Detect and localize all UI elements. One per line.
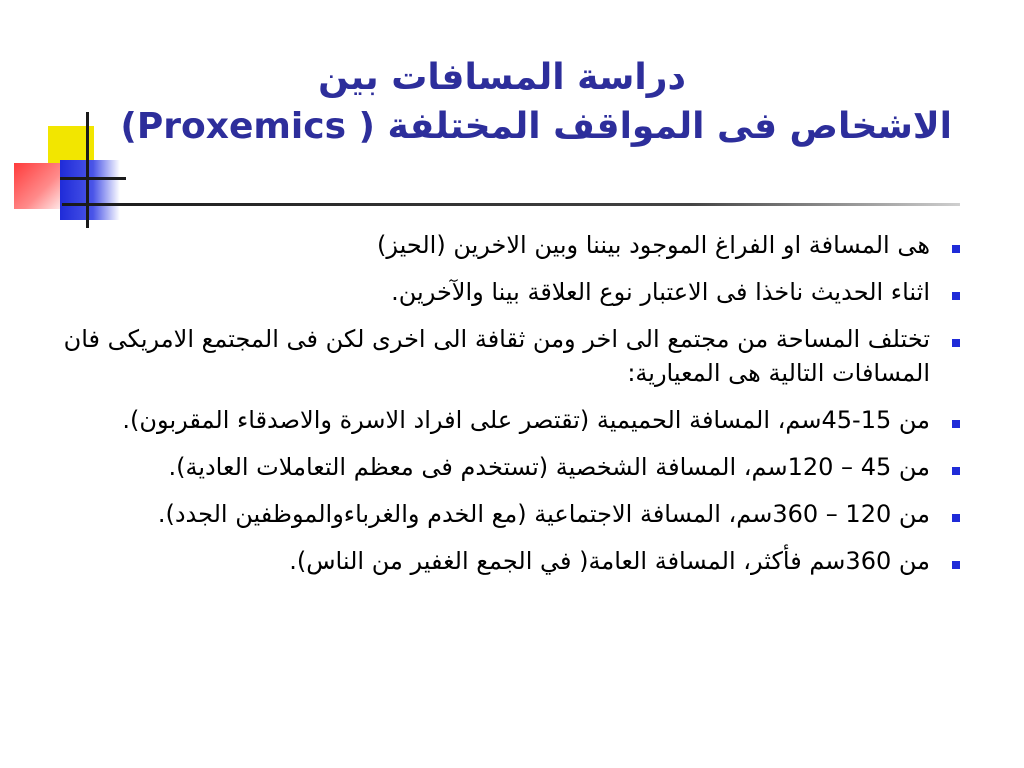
bullet-text: تختلف المساحة من مجتمع الى اخر ومن ثقافة الى اخرى لكن فى المجتمع الامريكى فان المسافات التالية هى المعيارية: bbox=[63, 324, 930, 388]
bullet-item bbox=[45, 497, 960, 532]
bullet-item bbox=[45, 544, 960, 579]
title-line-2: الاشخاص فى المواقف المختلفة ( Proxemics) bbox=[120, 105, 952, 147]
bullet-text: اثناء الحديث ناخذا فى الاعتبار نوع العلاقة بينا والآخرين. bbox=[391, 277, 930, 306]
bullet-item bbox=[45, 403, 960, 438]
bullet-square-icon bbox=[952, 420, 960, 428]
logo-horizontal-line bbox=[60, 177, 126, 180]
bullet-text: من 15-45سم، المسافة الحميمية (تقتصر على افراد الاسرة والاصدقاء المقربون). bbox=[122, 406, 930, 435]
title-line-1: دراسة المسافات بين bbox=[318, 57, 686, 98]
bullet-list bbox=[45, 228, 960, 590]
bullet-item bbox=[45, 275, 960, 310]
bullet-text: من 120 – 360سم، المسافة الاجتماعية (مع الخدم والغرباءوالموظفين الجدد). bbox=[157, 499, 930, 528]
logo-blue-square bbox=[60, 160, 120, 220]
bullet-text: هى المسافة او الفراغ الموجود بيننا وبين الاخرين (الحيز) bbox=[377, 231, 930, 259]
title-divider bbox=[62, 203, 960, 206]
bullet-square-icon bbox=[952, 561, 960, 569]
slide-title bbox=[52, 54, 952, 151]
bullet-item bbox=[45, 322, 960, 392]
bullet-square-icon bbox=[952, 339, 960, 347]
bullet-item bbox=[45, 450, 960, 485]
bullet-square-icon bbox=[952, 514, 960, 522]
bullet-item bbox=[45, 228, 960, 263]
bullet-square-icon bbox=[952, 245, 960, 253]
bullet-text: من 360سم فأكثر، المسافة العامة( في الجمع الغفير من الناس). bbox=[289, 546, 930, 575]
bullet-square-icon bbox=[952, 292, 960, 300]
bullet-square-icon bbox=[952, 467, 960, 475]
bullet-text: من 45 – 120سم، المسافة الشخصية (تستخدم فى معظم التعاملات العادية). bbox=[168, 452, 930, 481]
